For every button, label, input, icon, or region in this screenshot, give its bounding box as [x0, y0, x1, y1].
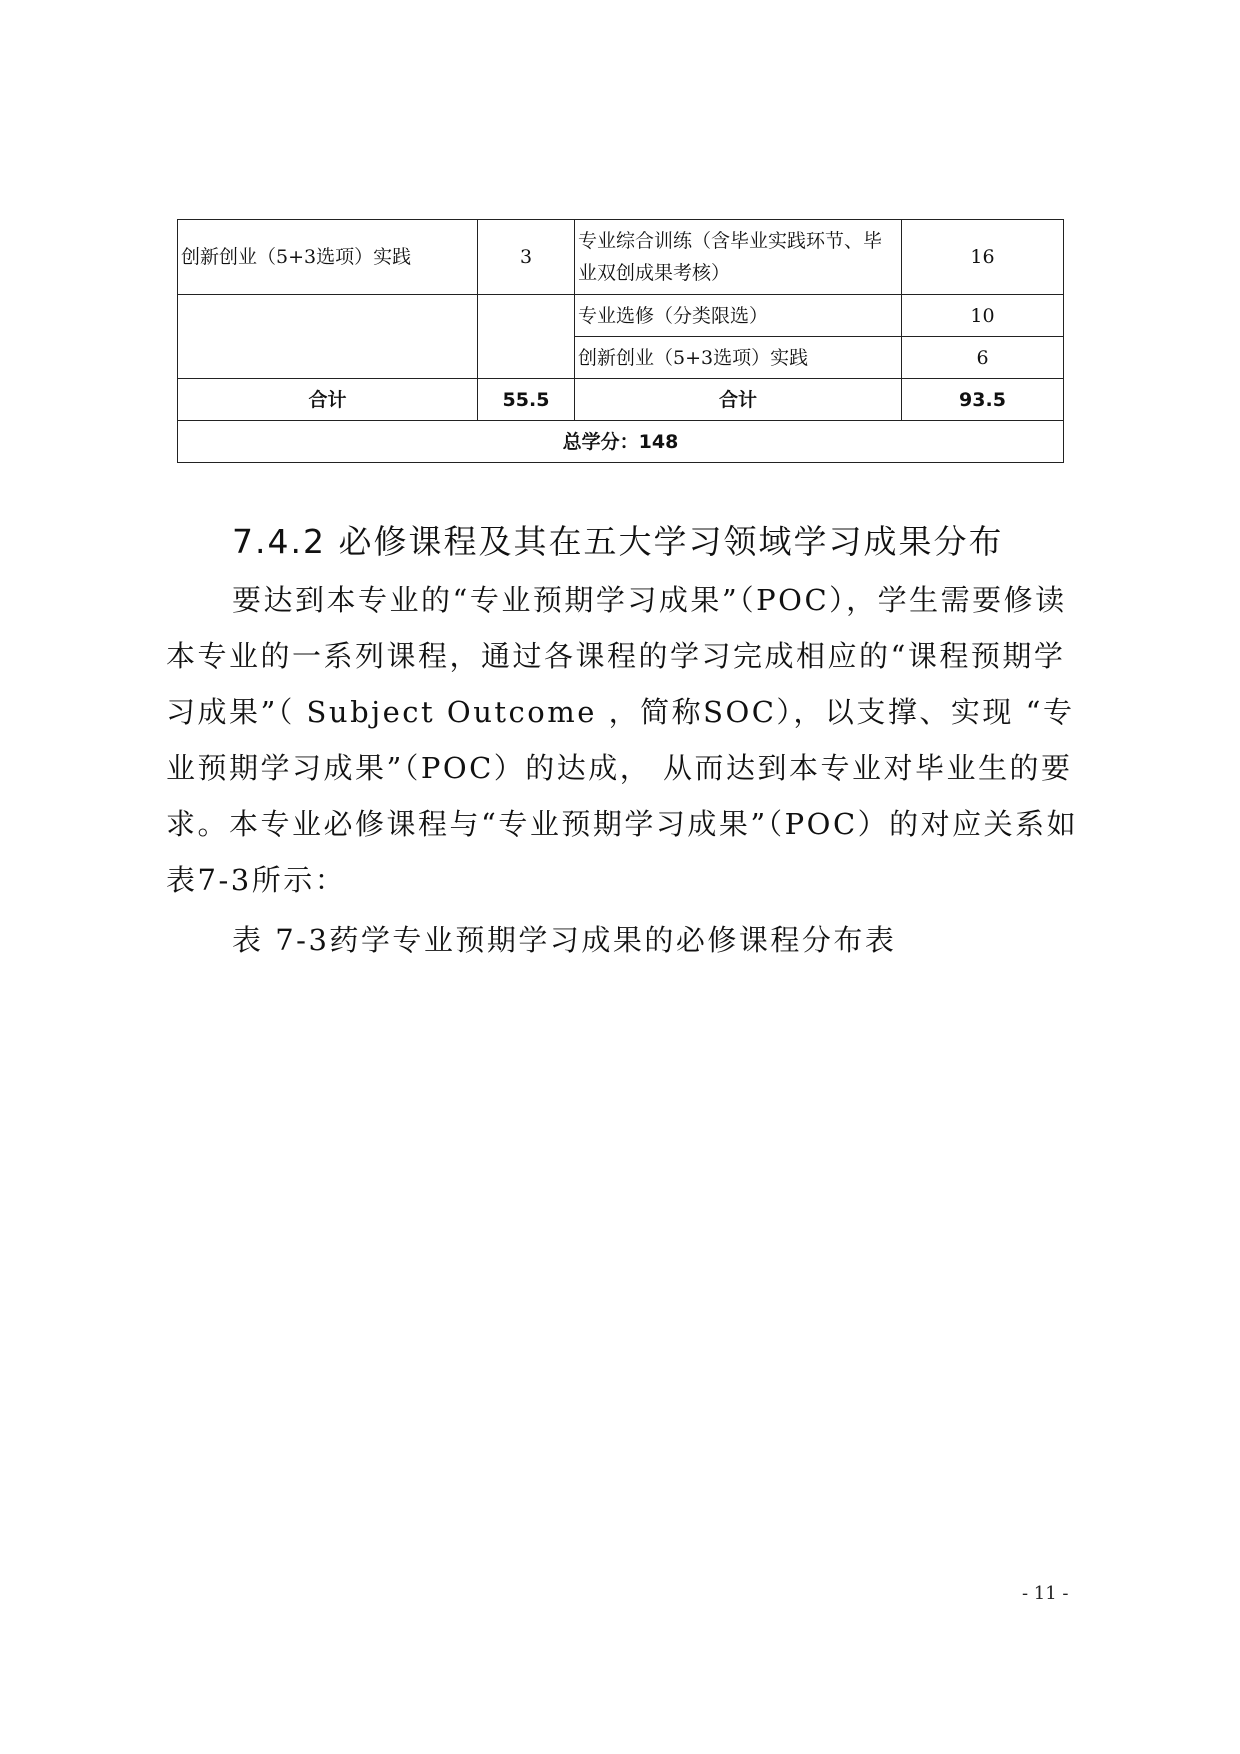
page-number: - 11 -	[1022, 1583, 1069, 1604]
table-cell: 创新创业（5+3选项）实践	[178, 220, 478, 295]
table-caption: 表 7-3药学专业预期学习成果的必修课程分布表	[232, 923, 897, 957]
table-cell	[478, 295, 575, 379]
table-cell	[178, 295, 478, 379]
table-cell: 6	[902, 337, 1064, 379]
total-right-label: 合计	[575, 379, 902, 421]
total-left-label: 合计	[178, 379, 478, 421]
table-cell: 16	[902, 220, 1064, 295]
credits-table	[177, 219, 1064, 463]
table-cell: 专业选修（分类限选）	[575, 295, 902, 337]
body-paragraph	[166, 572, 1086, 908]
table-cell: 创新创业（5+3选项）实践	[575, 337, 902, 379]
table-row	[178, 295, 1064, 337]
table-cell: 10	[902, 295, 1064, 337]
table-cell: 专业综合训练（含毕业实践环节、毕业双创成果考核）	[575, 220, 902, 295]
table-grand-total-row	[178, 421, 1064, 463]
grand-total: 总学分：148	[178, 421, 1064, 463]
table-cell: 3	[478, 220, 575, 295]
total-right-value: 93.5	[902, 379, 1064, 421]
total-left-value: 55.5	[478, 379, 575, 421]
paragraph-text: 要达到本专业的“专业预期学习成果”（POC），学生需要修读本专业的一系列课程，通过各课程的学习完成相应的“课程预期学习成果”（ Subject Outcome ，简称SOC），以支撑、实现 “专业预期学习成果”（POC）的达成， 从而达到本专业对毕业生的要求。本专业必修课程与“专业预期学习成果”（POC）的对应关系如表7-3所示：	[166, 583, 1079, 897]
table-row	[178, 220, 1064, 295]
section-heading: 7.4.2 必修课程及其在五大学习领域学习成果分布	[232, 522, 1004, 561]
table-total-row	[178, 379, 1064, 421]
